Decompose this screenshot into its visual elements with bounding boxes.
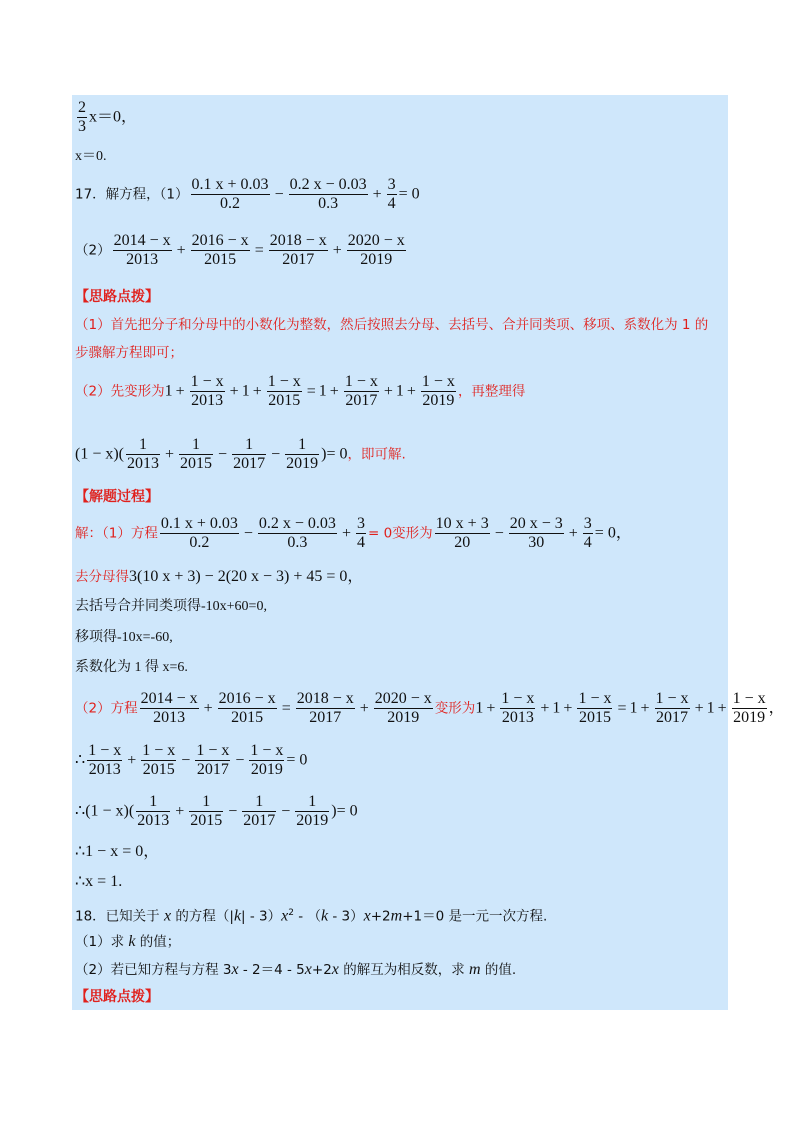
denominator: 2013 <box>88 761 121 778</box>
hint-text-1b: 步骤解方程即可； <box>75 345 183 361</box>
solution-label: （2）方程 <box>75 700 138 717</box>
numerator: 2020 − x <box>374 690 432 707</box>
denominator: 2013 <box>137 812 170 829</box>
term: 1 <box>241 382 250 400</box>
transform-text: = 0变形为 <box>367 525 433 542</box>
numerator: 1 − x <box>655 690 689 707</box>
fraction <box>583 515 593 552</box>
hint-label: （2）先变形为 <box>75 383 165 400</box>
text: （2）若已知方程与方程 3 <box>75 962 232 978</box>
denominator: 2017 <box>656 709 689 726</box>
fraction <box>136 793 170 830</box>
fraction <box>87 742 122 779</box>
hint-tail: ，再整理得 <box>457 383 526 400</box>
term: 1 <box>395 382 404 400</box>
section-heading-hint: 【思路点拨】 <box>75 289 159 305</box>
fraction <box>732 690 767 727</box>
denominator: 2013 <box>127 455 160 472</box>
denominator: 2019 <box>286 455 319 472</box>
text: 18．已知关于 <box>75 908 164 925</box>
solution-step-1: 解：（1）方程 $\frac{0.1 x + 0.03}{0.2}$ − $\frac{0.2 x - 0.03}{0.3}$ + $\frac{3}{4}$ = 0变形为 $\frac{10 x + 3}{20}$ − $\frac{20 x - 3}{30}$ + $\frac{3}{4}$ = 0， <box>75 515 632 551</box>
numerator: 1 <box>295 793 329 812</box>
hint-tail: ，即可解. <box>347 446 406 463</box>
numerator: 1 <box>285 436 319 455</box>
problem-18-question-2 <box>75 961 516 979</box>
denominator: 2019 <box>250 761 283 778</box>
numerator: 0.2 x − 0.03 <box>289 176 367 193</box>
solution-step-8: ∴(1 − x)( $\frac{1}{2013}$ + $\frac{1}{2015}$ − $\frac{1}{2017}$ − $\frac{1}{2019}$ )= 0 <box>75 793 358 829</box>
fraction <box>140 690 199 727</box>
denominator: 2013 <box>126 251 159 268</box>
numerator: 20 x − 3 <box>509 515 563 532</box>
fraction <box>577 690 612 727</box>
fraction <box>285 436 319 473</box>
numerator: 3 <box>356 515 365 532</box>
denominator: 3 <box>78 118 86 135</box>
expression: (1 − x)( <box>85 802 135 820</box>
numerator: 1 − x <box>578 690 612 707</box>
variable: x <box>163 907 172 925</box>
denominator: 2017 <box>243 812 276 829</box>
term: 1 <box>706 699 715 717</box>
numerator: 2016 − x <box>218 690 276 707</box>
therefore-symbol: ∴ <box>75 802 86 820</box>
numerator: 1 <box>179 436 213 455</box>
text: | - 3） <box>241 908 282 925</box>
variable: k <box>233 907 242 925</box>
denominator: 0.3 <box>287 534 308 551</box>
numerator: 1 − x <box>250 742 284 759</box>
numerator: 1 <box>136 793 170 812</box>
fraction <box>141 742 176 779</box>
section-heading-hint-2: 【思路点拨】 <box>75 989 159 1005</box>
text: +1＝0 是一元一次方程. <box>402 908 548 925</box>
expression: )= 0 <box>321 445 348 463</box>
denominator: 4 <box>356 534 365 551</box>
term: 1 <box>629 699 638 717</box>
hint-text-1a: （1）首先把分子和分母中的小数化为整数，然后按照去分母、去括号、合并同类项、移项、系数化为 1 的 <box>75 317 709 333</box>
problem-label: 17．解方程，（1） <box>75 186 189 203</box>
section-heading-solution: 【解题过程】 <box>75 489 159 505</box>
variable: x <box>363 907 371 925</box>
denominator: 2017 <box>233 455 266 472</box>
fraction <box>249 742 284 779</box>
denominator: 2015 <box>204 251 237 268</box>
numerator: 1 − x <box>267 373 301 390</box>
denominator: 30 <box>528 534 545 551</box>
numerator: 2020 − x <box>347 232 405 249</box>
term: 1 <box>475 699 484 717</box>
denominator: 20 <box>454 534 471 551</box>
text: 的值. <box>480 962 517 978</box>
numerator: 0.1 x + 0.03 <box>191 176 269 193</box>
numerator: 0.2 x − 0.03 <box>258 515 336 532</box>
variable: x <box>281 907 289 925</box>
fraction <box>232 436 266 473</box>
numerator: 1 <box>189 793 223 812</box>
numerator: 2014 − x <box>113 232 171 249</box>
text: +2 <box>370 908 391 925</box>
solution-step-10: ∴x = 1. <box>75 873 123 890</box>
expression: (1 − x)( <box>75 445 125 463</box>
expression: 3(10 x + 3) − 2(20 x − 3) + 45 = 0， <box>129 568 364 585</box>
text: 的方程（| <box>171 908 234 925</box>
denominator: 2019 <box>422 392 455 409</box>
solution-step-4: 移项得-10x=-60, <box>75 630 173 645</box>
numerator: 1 <box>126 436 160 455</box>
numerator: 1 − x <box>732 690 766 707</box>
fraction <box>191 176 270 213</box>
denominator: 2013 <box>153 709 186 726</box>
numerator: 2016 − x <box>191 232 249 249</box>
denominator: 2013 <box>191 392 224 409</box>
fraction <box>509 515 564 552</box>
variable: x <box>231 961 239 978</box>
numerator: 1 − x <box>190 373 224 390</box>
solution-step-6: （2）方程 $\frac{2014 - x}{2013}$ + $\frac{2016 - x}{2015}$ = $\frac{2018 - x}{2017}$ + $\frac{2020 - x}{2019}$ 变形为1 + $\frac{1 - x}{2013}$ + 1 + $\frac{1 - x}{2015}$ = 1 + $\frac{1 - x}{2017}$ + 1 + $\frac{1 - x}{2019}$ ， <box>75 690 785 726</box>
numerator: 1 <box>232 436 266 455</box>
fraction <box>190 373 225 410</box>
numerator: 2 <box>78 99 86 116</box>
denominator: 2019 <box>296 812 329 829</box>
fraction <box>295 793 329 830</box>
fraction <box>218 690 277 727</box>
exponent: 2 <box>288 908 294 918</box>
numerator: 1 <box>242 793 276 812</box>
equation-tail: = 0 <box>286 751 308 769</box>
denominator: 4 <box>387 195 396 212</box>
solution-step-5: 系数化为 1 得 x=6. <box>75 660 188 675</box>
term: 1 <box>552 699 561 717</box>
denominator: 2015 <box>578 709 611 726</box>
fraction <box>77 99 87 136</box>
text: +2 <box>311 962 332 978</box>
denominator: 2019 <box>733 709 766 726</box>
denominator: 2019 <box>360 251 393 268</box>
denominator: 0.2 <box>220 195 241 212</box>
denominator: 0.2 <box>189 534 210 551</box>
equation-tail: = 0 <box>398 185 420 203</box>
text: - 2＝4 - 5 <box>238 962 305 978</box>
denominator: 2019 <box>387 709 420 726</box>
fraction <box>269 232 328 269</box>
variable: x <box>331 961 339 978</box>
denominator: 2017 <box>196 761 229 778</box>
denominator: 2017 <box>282 251 315 268</box>
solution-step-2 <box>75 568 363 586</box>
fraction <box>113 232 172 269</box>
denominator: 4 <box>583 534 592 551</box>
fraction <box>296 690 355 727</box>
numerator: 10 x + 3 <box>435 515 489 532</box>
problem-18-question-1 <box>75 933 180 951</box>
fraction <box>195 742 230 779</box>
solution-step-7: ∴ $\frac{1 - x}{2013}$ + $\frac{1 - x}{2015}$ − $\frac{1 - x}{2017}$ − $\frac{1 - x}{2019}$ = 0 <box>75 742 308 778</box>
equation-text: x＝0， <box>89 108 138 126</box>
equation-tail: ， <box>768 699 785 717</box>
step-label: 去分母得 <box>75 569 129 585</box>
problem-label: （2） <box>75 242 111 259</box>
fraction <box>189 793 223 830</box>
numerator: 1 − x <box>501 690 535 707</box>
denominator: 2015 <box>142 761 175 778</box>
numerator: 1 − x <box>196 742 230 759</box>
numerator: 0.1 x + 0.03 <box>160 515 238 532</box>
numerator: 3 <box>583 515 592 532</box>
expression: )= 0 <box>331 802 358 820</box>
variable: m <box>469 961 481 978</box>
variable: x <box>304 961 312 978</box>
transform-text: 变形为 <box>434 700 476 717</box>
variable: m <box>390 907 403 925</box>
fraction <box>242 793 276 830</box>
fraction <box>126 436 160 473</box>
numerator: 1 − x <box>142 742 176 759</box>
fraction <box>655 690 690 727</box>
fraction <box>344 373 379 410</box>
problem-17-part-1: 17．解方程，（1） $\frac{0.1 x + 0.03}{0.2}$ − $\frac{0.2 x - 0.03}{0.3}$ + $\frac{3}{4}$ = 0 <box>75 176 420 212</box>
denominator: 2015 <box>231 709 264 726</box>
numerator: 3 <box>387 176 396 193</box>
text: 的解互为相反数，求 <box>338 962 469 978</box>
denominator: 2015 <box>268 392 301 409</box>
fraction <box>267 373 302 410</box>
fraction <box>387 176 397 213</box>
solution-label: 解：（1）方程 <box>75 525 158 542</box>
fraction <box>191 232 250 269</box>
solution-step-9: ∴1 − x = 0， <box>75 843 160 860</box>
therefore-symbol: ∴ <box>75 751 86 769</box>
denominator: 0.3 <box>318 195 339 212</box>
text: - 3） <box>328 908 364 925</box>
denominator: 2015 <box>190 812 223 829</box>
numerator: 1 − x <box>344 373 378 390</box>
numerator: 1 − x <box>421 373 455 390</box>
fraction <box>356 515 366 552</box>
term: 1 <box>164 382 173 400</box>
solution-step-3: 去括号合并同类项得-10x+60=0, <box>75 599 267 614</box>
variable: k <box>128 933 136 950</box>
fraction <box>421 373 456 410</box>
fraction <box>500 690 535 727</box>
numerator: 2018 − x <box>269 232 327 249</box>
denominator: 2017 <box>345 392 378 409</box>
fraction <box>289 176 368 213</box>
text: 的值； <box>135 934 181 950</box>
numerator: 2018 − x <box>296 690 354 707</box>
fraction <box>160 515 239 552</box>
hint-text-3: (1 − x)( $\frac{1}{2013}$ + $\frac{1}{2015}$ − $\frac{1}{2017}$ − $\frac{1}{2019}$ )= 0，即可解. <box>75 436 406 472</box>
fraction <box>347 232 406 269</box>
fraction <box>374 690 433 727</box>
solution-line-1 <box>75 99 137 136</box>
denominator: 2015 <box>180 455 213 472</box>
fraction <box>435 515 490 552</box>
problem-18 <box>75 904 547 926</box>
denominator: 2017 <box>309 709 342 726</box>
variable: k <box>320 907 329 925</box>
hint-text-2: （2）先变形为1 + $\frac{1 - x}{2013}$ + 1 + $\frac{1 - x}{2015}$ = 1 + $\frac{1 - x}{2017}$ + 1 + $\frac{1 - x}{2019}$ ，再整理得 <box>75 373 526 409</box>
solution-line-2: x＝0. <box>75 149 107 164</box>
problem-17-part-2: （2） $\frac{2014 - x}{2013}$ + $\frac{2016 - x}{2015}$ = $\frac{2018 - x}{2017}$ + $\frac{2020 - x}{2019}$ <box>75 232 405 268</box>
fraction <box>179 436 213 473</box>
term: 1 <box>318 382 327 400</box>
text: （1）求 <box>75 934 129 950</box>
equation-tail: = 0， <box>594 524 632 542</box>
numerator: 1 − x <box>88 742 122 759</box>
fraction <box>258 515 337 552</box>
text: - （ <box>293 908 321 925</box>
numerator: 2014 − x <box>140 690 198 707</box>
denominator: 2013 <box>501 709 534 726</box>
